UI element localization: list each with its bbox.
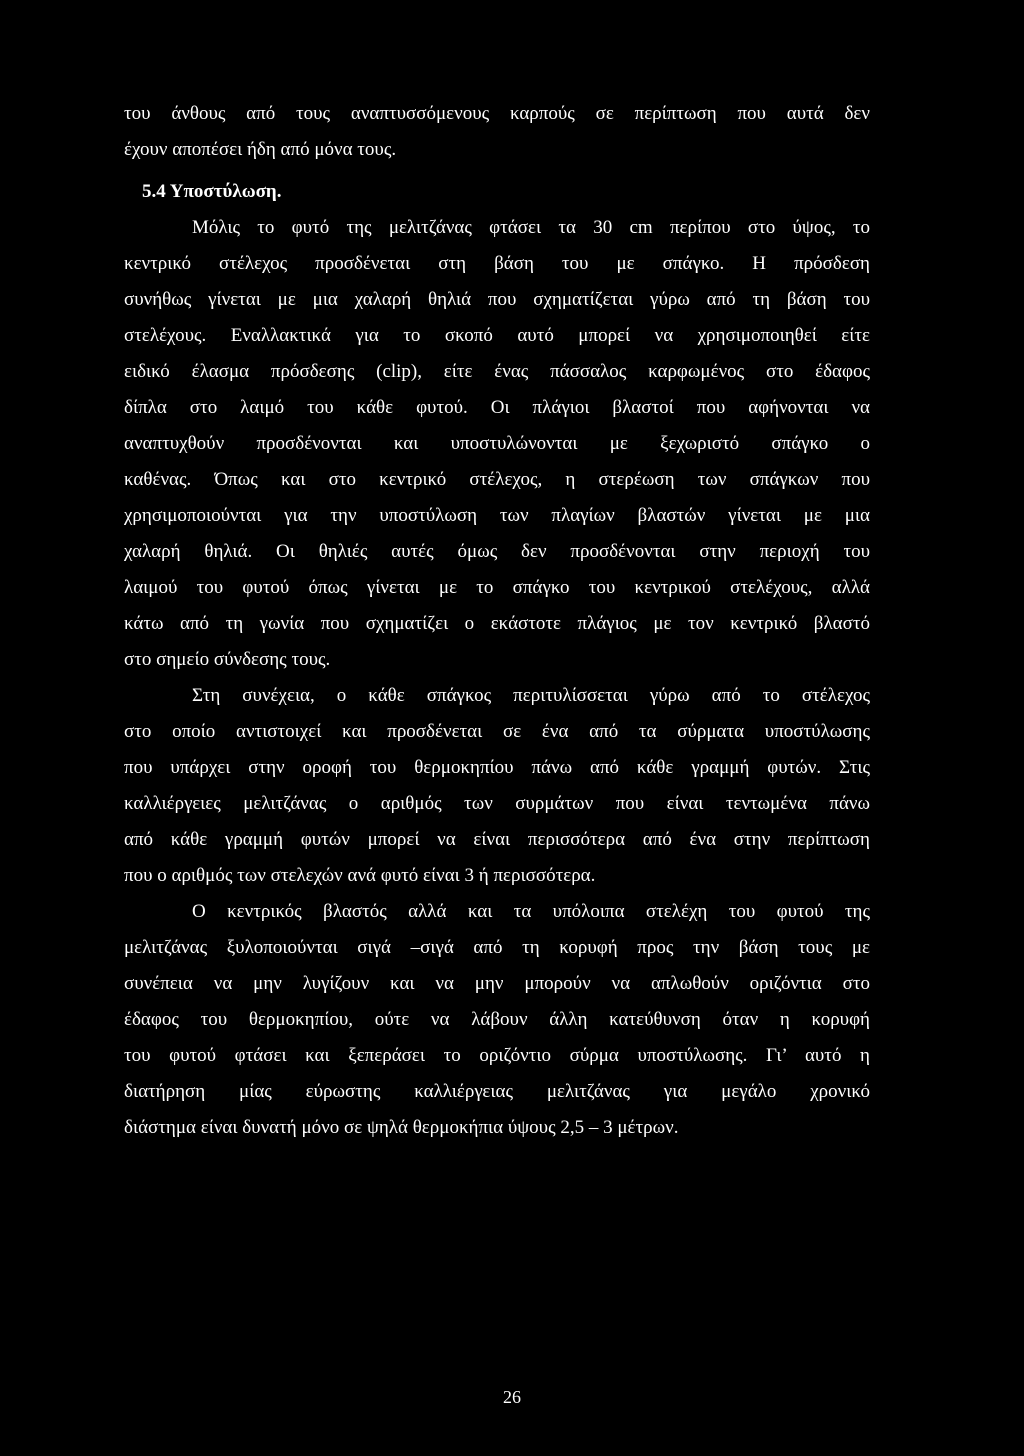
text-line: που ο αριθμός των στελεχών ανά φυτό είναι 3 ή περισσότερα. bbox=[124, 865, 596, 886]
text-line: στο σημείο σύνδεσης τους. bbox=[124, 649, 331, 670]
text-line: Ο κεντρικός βλαστός αλλά και τα υπόλοιπα στελέχη του φυτού της bbox=[192, 901, 870, 922]
text-line: στελέχους. Εναλλακτικά για το σκοπό αυτό μπορεί να χρησιμοποιηθεί είτε bbox=[124, 325, 870, 346]
text-line: διάστημα είναι δυνατή μόνο σε ψηλά θερμοκήπια ύψους 2,5 – 3 μέτρων. bbox=[124, 1117, 679, 1138]
text-line: καθένας. Όπως και στο κεντρικό στέλεχος, η στερέωση των σπάγκων που bbox=[124, 469, 870, 490]
text-line: λαιμού του φυτού όπως γίνεται με το σπάγκο του κεντρικού στελέχους, αλλά bbox=[124, 577, 870, 598]
text-line: συνήθως γίνεται με μια χαλαρή θηλιά που σχηματίζεται γύρω από τη βάση του bbox=[124, 289, 870, 310]
text-line: ειδικό έλασμα πρόσδεσης (clip), είτε ένας πάσσαλος καρφωμένος στο έδαφος bbox=[124, 361, 870, 382]
text-line: στο οποίο αντιστοιχεί και προσδένεται σε ένα από τα σύρματα υποστύλωσης bbox=[124, 721, 870, 742]
text-line: δίπλα στο λαιμό του κάθε φυτού. Οι πλάγιοι βλαστοί που αφήνονται να bbox=[124, 397, 870, 418]
text-line: διατήρηση μίας εύρωστης καλλιέργειας μελιτζάνας για μεγάλο χρονικό bbox=[124, 1081, 870, 1102]
text-line: καλλιέργειες μελιτζάνας ο αριθμός των συρμάτων που είναι τεντωμένα πάνω bbox=[124, 793, 870, 814]
document-page bbox=[124, 102, 870, 1152]
text-line: από κάθε γραμμή φυτών μπορεί να είναι περισσότερα από ένα στην περίπτωση bbox=[124, 829, 870, 850]
text-line: χαλαρή θηλιά. Οι θηλιές αυτές όμως δεν προσδένονται στην περιοχή του bbox=[124, 541, 870, 562]
text-line: του φυτού φτάσει και ξεπεράσει το οριζόντιο σύρμα υποστύλωσης. Γι’ αυτό η bbox=[124, 1045, 870, 1066]
text-line: κάτω από τη γωνία που σχηματίζει ο εκάστοτε πλάγιος με τον κεντρικό βλαστό bbox=[124, 613, 870, 634]
text-line: μελιτζάνας ξυλοποιούνται σιγά –σιγά από τη κορυφή προς την βάση τους με bbox=[124, 937, 870, 958]
text-line: του άνθους από τους αναπτυσσόμενους καρπούς σε περίπτωση που αυτά δεν bbox=[124, 103, 870, 124]
text-line: Στη συνέχεια, ο κάθε σπάγκος περιτυλίσσεται γύρω από το στέλεχος bbox=[192, 685, 870, 706]
section-heading: 5.4 Υποστύλωση. bbox=[142, 181, 282, 202]
text-line: συνέπεια να μην λυγίζουν και να μην μπορούν να απλωθούν οριζόντια στο bbox=[124, 973, 870, 994]
text-line: χρησιμοποιούνται για την υποστύλωση των πλαγίων βλαστών γίνεται με μια bbox=[124, 505, 870, 526]
text-line: αναπτυχθούν προσδένονται και υποστυλώνονται με ξεχωριστό σπάγκο ο bbox=[124, 433, 870, 454]
text-line: έχουν αποπέσει ήδη από μόνα τους. bbox=[124, 139, 397, 160]
text-line: Μόλις το φυτό της μελιτζάνας φτάσει τα 30 cm περίπου στο ύψος, το bbox=[192, 217, 870, 238]
text-line: έδαφος του θερμοκηπίου, ούτε να λάβουν άλλη κατεύθυνση όταν η κορυφή bbox=[124, 1009, 870, 1030]
text-line: που υπάρχει στην οροφή του θερμοκηπίου πάνω από κάθε γραμμή φυτών. Στις bbox=[124, 757, 870, 778]
text-line: κεντρικό στέλεχος προσδένεται στη βάση του με σπάγκο. Η πρόσδεση bbox=[124, 253, 870, 274]
page-number: 26 bbox=[503, 1387, 521, 1407]
